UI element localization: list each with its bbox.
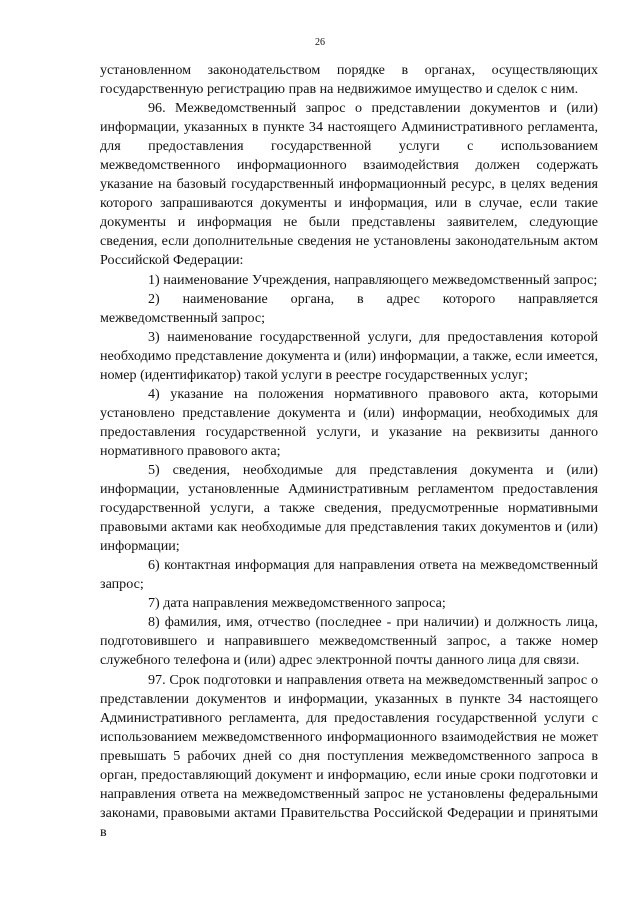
list-item-1: 1) наименование Учреждения, направляющего межведомственный запрос; [148,271,598,288]
document-body [100,61,598,842]
list-item-6: 6) контактная информация для направления ответа на межведомственный запрос; [100,557,598,593]
list-item-4: 4) указание на положения нормативного правового акта, которыми установлено представление документа и (или) информации, необходимых для предоставления государственной услуги, и указание на реквизиты данного нормативного правового акта; [100,385,598,459]
list-item-8: 8) фамилия, имя, отчество (последнее - при наличии) и должность лица, подготовившего и направившего межведомственный запрос, а также номер служебного телефона и (или) адрес электронной почты данного лица для связи. [100,614,598,669]
list-item-2: 2) наименование органа, в адрес которого направляется межведомственный запрос; [100,290,598,326]
page-number: 26 [315,37,325,48]
list-item-5: 5) сведения, необходимые для представления документа и (или) информации, установленные Административным регламентом предоставления государственной услуги, а также сведения, предусмотренные нормативными правовыми актами как необходимые для представления таких документов и (или) информации; [100,461,598,555]
paragraph-96: 96. Межведомственный запрос о представлении документов и (или) информации, указанных в пункте 34 настоящего Административного регламента, для предоставления государственной услуги с использованием межведомственного информационного взаимодействия должен содержать указание на базовый государственный информационный ресурс, в целях ведения которого запрашиваются документы и информация, или в случае, если такие документы и информация не были представлены заявителем, следующие сведения, если дополнительные сведения не установлены законодательным актом Российской Федерации: [100,100,598,269]
paragraph-97: 97. Срок подготовки и направления ответа на межведомственный запрос о представлении документов и информации, указанных в пункте 34 настоящего Административного регламента, для предоставления государственной услуги с использованием межведомственного информационного взаимодействия не может превышать 5 рабочих дней со дня поступления межведомственного запроса в орган, предоставляющий документ и информацию, если иные сроки подготовки и направления ответа на межведомственный запрос не установлены федеральными законами, правовыми актами Правительства Российской Федерации и принятыми в [100,671,598,840]
list-item-3: 3) наименование государственной услуги, для предоставления которой необходимо представление документа и (или) информации, а также, если имеется, номер (идентификатор) такой услуги в реестре государственных услуг; [100,328,598,383]
list-item-7: 7) дата направления межведомственного запроса; [148,595,446,612]
paragraph-continuation: установленном законодательством порядке в органах, осуществляющих государственную регистрацию прав на недвижимое имущество и сделок с ним. [100,62,598,98]
